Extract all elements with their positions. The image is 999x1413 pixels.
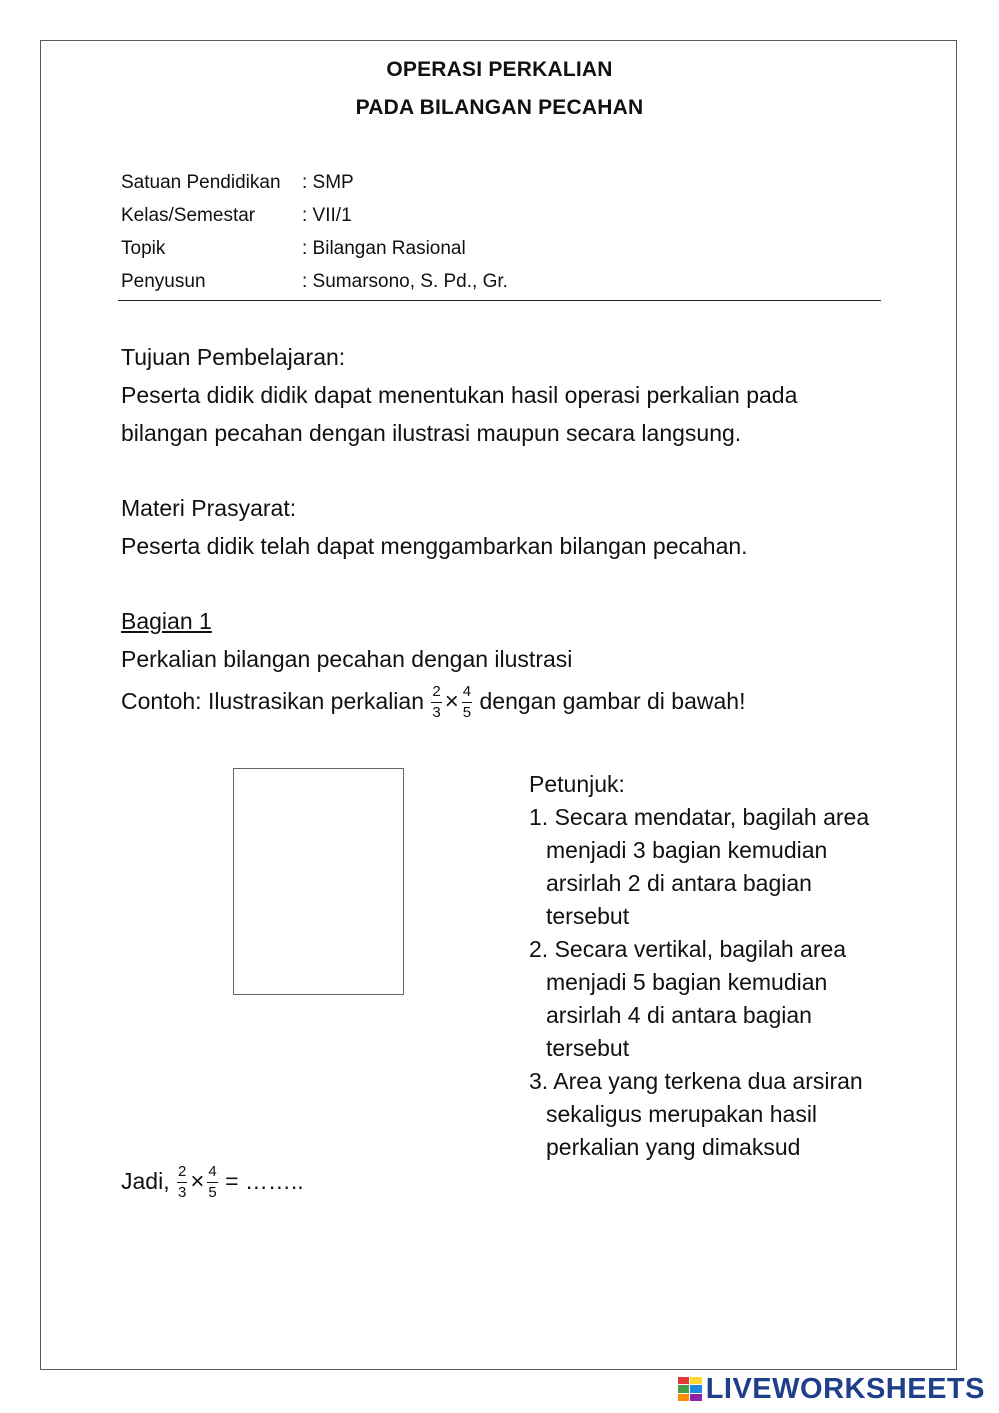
meta-value: : VII/1	[302, 205, 352, 226]
illustration-area[interactable]	[233, 768, 404, 995]
meta-label: Penyusun	[121, 271, 206, 292]
meta-row	[121, 199, 508, 232]
logo-block	[678, 1385, 690, 1392]
meta-row	[121, 166, 508, 199]
petunjuk-item: 1. Secara mendatar, bagilah area menjadi 3 bagian kemudian arsirlah 2 di antara bagian tersebut	[529, 804, 870, 929]
petunjuk-item: 3. Area yang terkena dua arsiran sekaligus merupakan hasil perkalian yang dimaksud	[529, 1068, 863, 1160]
bagian-heading: Bagian 1	[121, 608, 212, 634]
times-symbol: ×	[190, 1168, 205, 1195]
materi-heading: Materi Prasyarat:	[121, 495, 297, 521]
fraction-denominator: 3	[177, 1184, 187, 1202]
materi-text: Peserta didik telah dapat menggambarkan bilangan pecahan.	[121, 533, 748, 559]
header-divider	[118, 300, 881, 301]
logo-block	[690, 1394, 702, 1401]
tujuan-text-line-1: Peserta didik didik dapat menentukan hasil operasi perkalian pada	[121, 382, 798, 408]
petunjuk-section	[529, 768, 889, 1164]
jadi-line	[121, 1162, 304, 1203]
meta-value: : Bilangan Rasional	[302, 238, 466, 259]
meta-row	[121, 232, 508, 265]
jadi-answer-blank[interactable]: = ……..	[225, 1168, 304, 1194]
meta-value: : Sumarsono, S. Pd., Gr.	[302, 271, 508, 292]
contoh-line	[121, 682, 745, 723]
bagian-subtitle: Perkalian bilangan pecahan dengan ilustrasi	[121, 646, 573, 672]
fraction-denominator: 5	[208, 1184, 217, 1202]
meta-label: Satuan Pendidikan	[121, 172, 281, 193]
contoh-suffix: dengan gambar di bawah!	[479, 688, 746, 714]
materi-section	[121, 489, 748, 565]
fraction-four-fifths	[462, 682, 472, 723]
tujuan-section	[121, 338, 797, 452]
logo-block	[690, 1377, 702, 1384]
fraction-four-fifths	[207, 1162, 217, 1203]
title-line-2: PADA BILANGAN PECAHAN	[355, 96, 644, 119]
logo-block	[678, 1377, 690, 1384]
liveworksheets-logo-text: LIVEWORKSHEETS	[705, 1372, 985, 1405]
logo-block	[678, 1394, 690, 1401]
fraction-two-thirds	[431, 682, 441, 723]
fraction-denominator: 3	[432, 704, 441, 722]
fraction-denominator: 5	[462, 704, 472, 722]
fraction-numerator: 4	[207, 1162, 217, 1183]
fraction-numerator: 4	[462, 682, 472, 703]
liveworksheets-logo	[678, 1372, 985, 1406]
tujuan-text-line-2: bilangan pecahan dengan ilustrasi maupun secara langsung.	[121, 420, 742, 446]
petunjuk-heading: Petunjuk:	[529, 771, 625, 797]
fraction-two-thirds	[177, 1162, 187, 1203]
petunjuk-item: 2. Secara vertikal, bagilah area menjadi 5 bagian kemudian arsirlah 4 di antara bagian tersebut	[529, 936, 847, 1061]
meta-block	[121, 166, 508, 298]
bagian-section	[121, 602, 745, 723]
times-symbol: ×	[444, 688, 459, 715]
tujuan-heading: Tujuan Pembelajaran:	[121, 344, 346, 370]
liveworksheets-logo-icon	[678, 1377, 702, 1401]
title-line-1: OPERASI PERKALIAN	[386, 58, 613, 81]
contoh-prefix: Contoh: Ilustrasikan perkalian	[121, 688, 424, 714]
fraction-numerator: 2	[177, 1162, 187, 1183]
meta-label: Kelas/Semestar	[121, 205, 256, 226]
fraction-numerator: 2	[431, 682, 441, 703]
jadi-prefix: Jadi,	[121, 1168, 170, 1194]
meta-row	[121, 265, 508, 298]
meta-value: : SMP	[302, 172, 354, 193]
meta-label: Topik	[121, 238, 166, 259]
logo-block	[690, 1385, 702, 1392]
